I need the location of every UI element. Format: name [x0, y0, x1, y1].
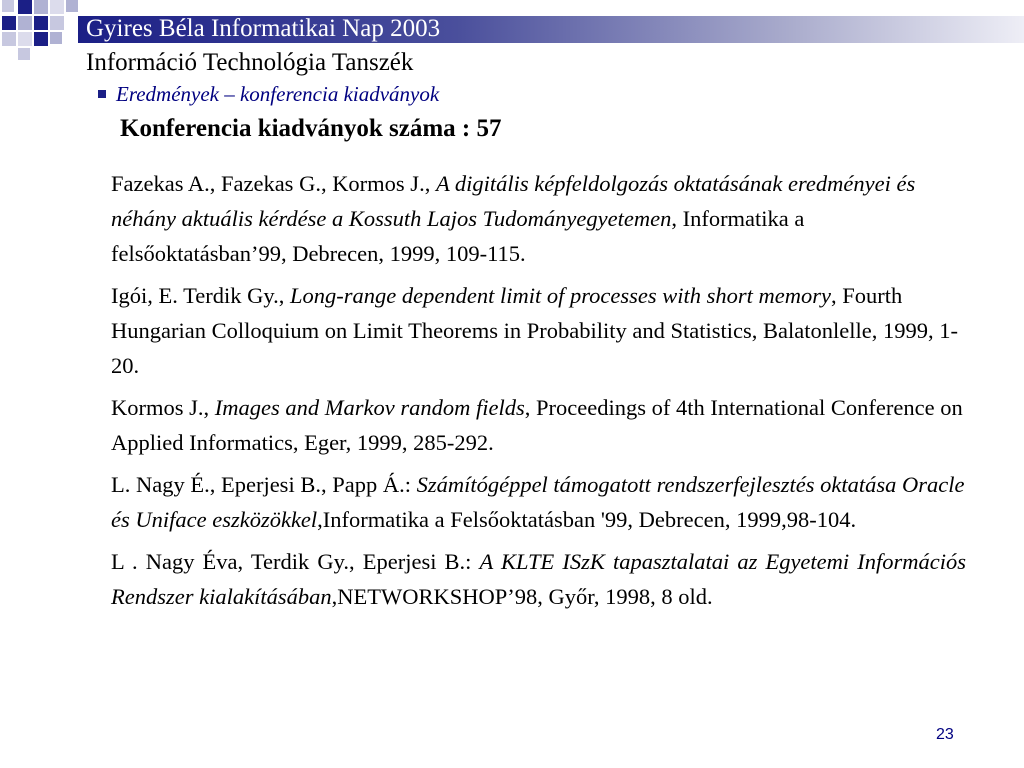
- decor-square: [34, 16, 48, 30]
- decor-square: [18, 48, 30, 60]
- reference-details: ,Informatika a Felsőoktatásban '99, Debrecen, 1999,98-104.: [317, 507, 857, 532]
- reference-details: , Proceedings of 4th International Conference on Applied Informatics, Eger, 1999, 285-292.: [111, 395, 963, 455]
- decor-square: [50, 16, 64, 30]
- reference-details: , Informatika a felsőoktatásban’99, Debrecen, 1999, 109-115.: [111, 206, 805, 266]
- reference-item: [111, 390, 966, 460]
- reference-authors: Kormos J.,: [111, 395, 215, 420]
- section-bullet: [98, 81, 439, 107]
- decor-square: [2, 0, 14, 12]
- reference-authors: L. Nagy É., Eperjesi B., Papp Á.:: [111, 472, 417, 497]
- reference-authors: L . Nagy Éva, Terdik Gy., Eperjesi B.:: [111, 549, 480, 574]
- reference-title: A digitális képfeldolgozás oktatásának eredményei és néhány aktuális kérdése a Kossuth Lajos Tudományegyetemen: [111, 171, 916, 231]
- reference-details: ,NETWORKSHOP’98, Győr, 1998, 8 old.: [331, 584, 713, 609]
- slide-title: Gyires Béla Informatikai Nap 2003: [86, 15, 441, 42]
- decor-square: [18, 32, 32, 46]
- reference-list: [111, 166, 966, 621]
- decor-square: [2, 32, 16, 46]
- slide-subtitle: Információ Technológia Tanszék: [86, 49, 414, 76]
- reference-title: Images and Markov random fields: [214, 395, 525, 420]
- reference-title: Long-range dependent limit of processes with short memory: [290, 283, 832, 308]
- reference-title: Számítógéppel támogatott rendszerfejlesztés oktatása Oracle és Uniface eszközökkel: [111, 472, 965, 532]
- decor-square: [18, 16, 32, 30]
- decor-square: [34, 32, 48, 46]
- section-label: Eredmények – konferencia kiadványok: [116, 82, 440, 106]
- square-bullet-icon: [98, 90, 106, 98]
- reference-item: [111, 544, 966, 614]
- page-number: 23: [936, 726, 954, 743]
- reference-authors: Igói, E. Terdik Gy.,: [111, 283, 291, 308]
- count-heading: Konferencia kiadványok száma : 57: [120, 115, 502, 142]
- reference-title: A KLTE ISzK tapasztalatai az Egyetemi Információs Rendszer kialakításában: [111, 549, 966, 609]
- decor-square: [50, 0, 64, 14]
- decor-square: [2, 16, 16, 30]
- reference-item: [111, 166, 966, 271]
- reference-item: [111, 278, 966, 383]
- reference-authors: Fazekas A., Fazekas G., Kormos J.,: [111, 171, 436, 196]
- decor-square: [66, 0, 78, 12]
- decor-square: [34, 0, 48, 14]
- decor-square: [18, 0, 32, 14]
- decor-square: [50, 32, 62, 44]
- reference-details: , Fourth Hungarian Colloquium on Limit Theorems in Probability and Statistics, Balatonlelle, 1999, 1-20.: [111, 283, 958, 378]
- reference-item: [111, 467, 966, 537]
